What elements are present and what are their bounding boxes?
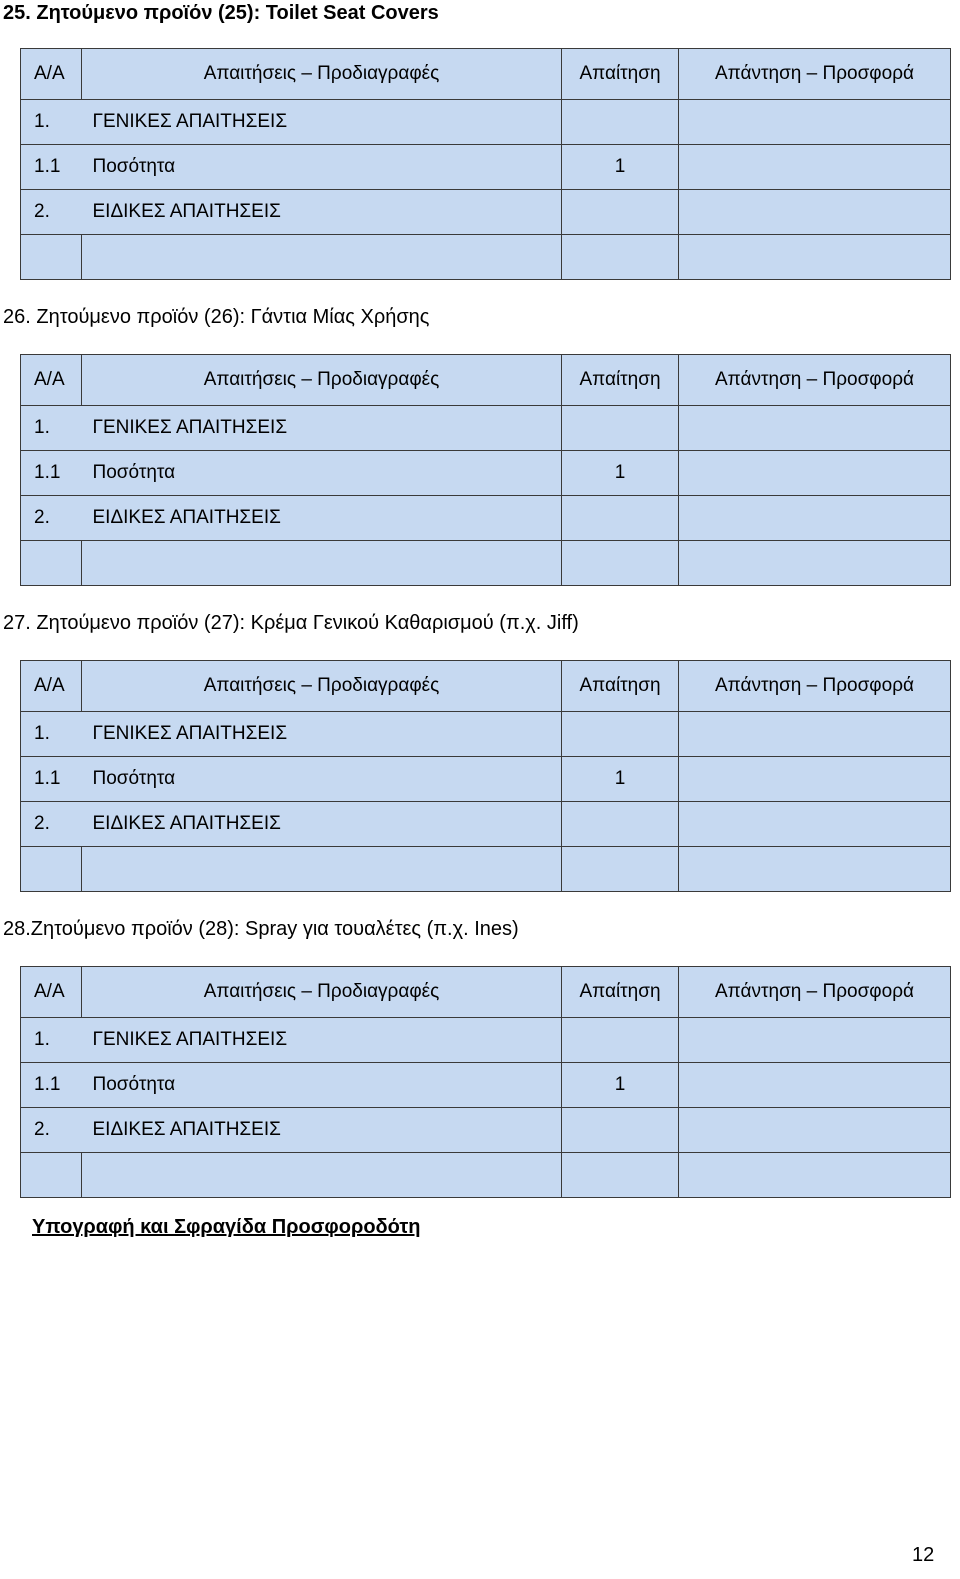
row-desc: ΕΙΔΙΚΕΣ ΑΠΑΙΤΗΣΕΙΣ	[82, 496, 562, 541]
row-req: 1	[562, 757, 679, 802]
row-desc: ΕΙΔΙΚΕΣ ΑΠΑΙΤΗΣΕΙΣ	[82, 802, 562, 847]
response-cell[interactable]	[679, 541, 951, 586]
row-aa: 1.	[21, 406, 82, 451]
header-requirements: Απαιτήσεις – Προδιαγραφές	[82, 355, 562, 406]
response-cell[interactable]	[679, 145, 951, 190]
row-desc[interactable]	[82, 847, 562, 892]
header-requirement: Απαίτηση	[562, 355, 679, 406]
response-cell[interactable]	[679, 100, 951, 145]
row-desc[interactable]	[82, 1153, 562, 1198]
row-aa: 1.	[21, 100, 82, 145]
row-req	[562, 190, 679, 235]
table-row-quantity	[21, 757, 951, 802]
row-aa: 2.	[21, 190, 82, 235]
row-aa: 2.	[21, 496, 82, 541]
header-requirement: Απαίτηση	[562, 661, 679, 712]
table-row-empty	[21, 847, 951, 892]
row-aa: 2.	[21, 802, 82, 847]
row-aa	[21, 541, 82, 586]
row-desc: ΓΕΝΙΚΕΣ ΑΠΑΙΤΗΣΕΙΣ	[82, 1018, 562, 1063]
response-cell[interactable]	[679, 451, 951, 496]
response-cell[interactable]	[679, 190, 951, 235]
section-title: 27. Ζητούμενο προϊόν (27): Κρέμα Γενικού Καθαρισμού (π.χ. Jiff)	[3, 612, 579, 634]
row-req: 1	[562, 145, 679, 190]
row-desc: Ποσότητα	[82, 757, 562, 802]
table-header-row	[21, 355, 951, 406]
row-req	[562, 802, 679, 847]
row-req[interactable]	[562, 541, 679, 586]
header-requirements: Απαιτήσεις – Προδιαγραφές	[82, 967, 562, 1018]
row-aa: 1.1	[21, 451, 82, 496]
row-aa	[21, 235, 82, 280]
row-req[interactable]	[562, 1153, 679, 1198]
row-desc: ΓΕΝΙΚΕΣ ΑΠΑΙΤΗΣΕΙΣ	[82, 712, 562, 757]
response-cell[interactable]	[679, 235, 951, 280]
requirements-table	[20, 660, 951, 892]
row-desc: Ποσότητα	[82, 451, 562, 496]
table-row-empty	[21, 541, 951, 586]
row-desc: ΕΙΔΙΚΕΣ ΑΠΑΙΤΗΣΕΙΣ	[82, 1108, 562, 1153]
row-req	[562, 1108, 679, 1153]
section-title: 25. Ζητούμενο προϊόν (25): Toilet Seat Covers	[3, 2, 439, 24]
row-desc: ΓΕΝΙΚΕΣ ΑΠΑΙΤΗΣΕΙΣ	[82, 406, 562, 451]
section-title: 28.Ζητούμενο προϊόν (28): Spray για τουαλέτες (π.χ. Ines)	[3, 918, 519, 940]
table-row-quantity	[21, 1063, 951, 1108]
requirements-table	[20, 354, 951, 586]
row-desc: ΓΕΝΙΚΕΣ ΑΠΑΙΤΗΣΕΙΣ	[82, 100, 562, 145]
row-req: 1	[562, 1063, 679, 1108]
row-req[interactable]	[562, 235, 679, 280]
table-header-row	[21, 661, 951, 712]
signature-label: Υπογραφή και Σφραγίδα Προσφοροδότη	[32, 1216, 421, 1238]
header-response: Απάντηση – Προσφορά	[679, 661, 951, 712]
table-row-specific	[21, 802, 951, 847]
row-req	[562, 712, 679, 757]
table-row-general	[21, 406, 951, 451]
response-cell[interactable]	[679, 1018, 951, 1063]
row-aa	[21, 1153, 82, 1198]
header-aa: Α/Α	[21, 661, 82, 712]
header-aa: Α/Α	[21, 355, 82, 406]
row-desc: ΕΙΔΙΚΕΣ ΑΠΑΙΤΗΣΕΙΣ	[82, 190, 562, 235]
response-cell[interactable]	[679, 802, 951, 847]
row-desc[interactable]	[82, 541, 562, 586]
response-cell[interactable]	[679, 712, 951, 757]
row-desc: Ποσότητα	[82, 145, 562, 190]
row-aa	[21, 847, 82, 892]
table-row-general	[21, 712, 951, 757]
row-req	[562, 1018, 679, 1063]
row-desc[interactable]	[82, 235, 562, 280]
response-cell[interactable]	[679, 757, 951, 802]
row-req	[562, 100, 679, 145]
header-requirements: Απαιτήσεις – Προδιαγραφές	[82, 49, 562, 100]
response-cell[interactable]	[679, 847, 951, 892]
header-response: Απάντηση – Προσφορά	[679, 967, 951, 1018]
requirements-table	[20, 966, 951, 1198]
table-row-general	[21, 1018, 951, 1063]
table-row-empty	[21, 1153, 951, 1198]
requirements-table	[20, 48, 951, 280]
row-aa: 1.	[21, 712, 82, 757]
header-requirement: Απαίτηση	[562, 49, 679, 100]
row-aa: 2.	[21, 1108, 82, 1153]
row-req[interactable]	[562, 847, 679, 892]
section-title: 26. Ζητούμενο προϊόν (26): Γάντια Μίας Χρήσης	[3, 306, 430, 328]
response-cell[interactable]	[679, 1063, 951, 1108]
row-aa: 1.	[21, 1018, 82, 1063]
row-req	[562, 406, 679, 451]
page-number: 12	[912, 1544, 935, 1566]
row-aa: 1.1	[21, 757, 82, 802]
header-aa: Α/Α	[21, 967, 82, 1018]
table-row-empty	[21, 235, 951, 280]
table-row-specific	[21, 1108, 951, 1153]
response-cell[interactable]	[679, 1108, 951, 1153]
response-cell[interactable]	[679, 406, 951, 451]
table-header-row	[21, 49, 951, 100]
response-cell[interactable]	[679, 1153, 951, 1198]
table-header-row	[21, 967, 951, 1018]
table-row-specific	[21, 496, 951, 541]
table-row-quantity	[21, 145, 951, 190]
row-req	[562, 496, 679, 541]
response-cell[interactable]	[679, 496, 951, 541]
table-row-specific	[21, 190, 951, 235]
header-response: Απάντηση – Προσφορά	[679, 49, 951, 100]
row-req: 1	[562, 451, 679, 496]
table-row-quantity	[21, 451, 951, 496]
table-row-general	[21, 100, 951, 145]
row-desc: Ποσότητα	[82, 1063, 562, 1108]
header-requirements: Απαιτήσεις – Προδιαγραφές	[82, 661, 562, 712]
header-aa: Α/Α	[21, 49, 82, 100]
row-aa: 1.1	[21, 1063, 82, 1108]
header-response: Απάντηση – Προσφορά	[679, 355, 951, 406]
header-requirement: Απαίτηση	[562, 967, 679, 1018]
row-aa: 1.1	[21, 145, 82, 190]
